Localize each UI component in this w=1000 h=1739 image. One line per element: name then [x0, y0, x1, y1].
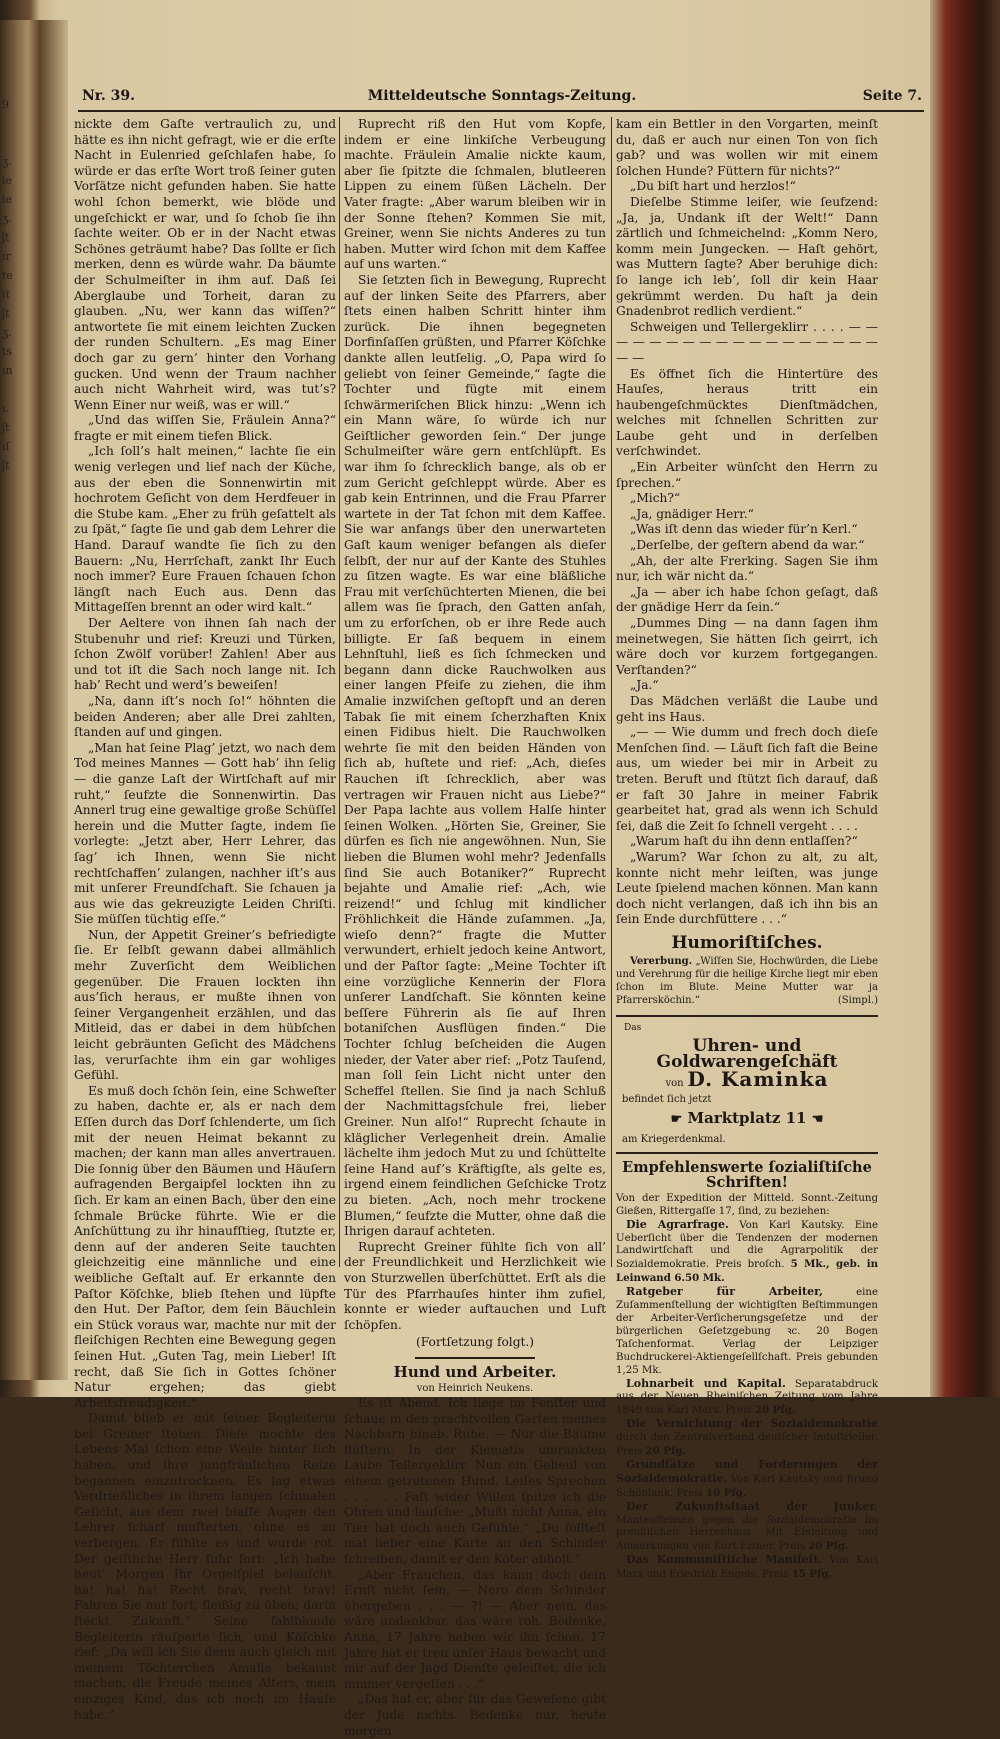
ad-address: [616, 1111, 878, 1128]
book-desc: Manteuffeleien gegen die Sozialdemokratie im preußiſchen Herrenhaus. Mit Einleitung und Anmerkungen von Kurt Eisner. Preis: [616, 1514, 878, 1553]
left-page-fragment: [2, 114, 36, 133]
book-desc: Von Karl Marx und Friedrich Engels. Preis: [616, 1555, 878, 1581]
newspaper-title: Mitteldeutsche Sonntags-Zeitung.: [367, 88, 637, 104]
left-page-fragment: ır: [2, 250, 11, 263]
books-section-title: Empfehlenswerte ſozialiſtiſche Schriften!: [616, 1152, 878, 1191]
header-rule: [78, 110, 924, 112]
paragraph: „Warum? War ſchon zu alt, zu alt, konnte nicht mehr leiſten, was junge Leute ſpielend machen können. Man kann doch nicht verlangen, daß ich ihn bis an ſein Ende durchfüttere . . .“: [616, 849, 878, 927]
book-price: 20 Pfg.: [755, 1404, 796, 1417]
paragraph: Ruprecht Greiner fühlte ſich von all’ der Freundlichkeit und Herzlichkeit wie von Sturzwellen überſchüttet. Erſt als die Tür des Pfarrhauſes hinter ihm zufiel, konnte er wieder auftauchen und Luft ſchöpfen.: [344, 1239, 606, 1332]
book-item: [616, 1378, 878, 1419]
paragraph: Der Aeltere von ihnen ſah nach der Stubenuhr und rief: Kreuzi und Türken, ſchon Zwölf vorüber! Zahlen! Aber aus und tot iſt die Sach noch lange nit. Ich hab’ Recht und werd’s beweiſen!: [74, 616, 336, 693]
book-title: Das Kommuniſtiſche Manifeſt.: [626, 1553, 823, 1567]
pointing-hand-icon: ☛: [670, 1112, 683, 1128]
book-title: Die Vernichtung der Sozialdemokratie: [626, 1417, 878, 1431]
paragraph: „Warum haſt du ihn denn entlaſſen?“: [630, 834, 858, 849]
issue-number: Nr. 39.: [82, 88, 135, 104]
book-desc: Separatabdruck aus der Neuen Rheiniſchen Zeitung vom Jahre 1849 von Karl Marx. Preis: [616, 1378, 878, 1417]
book-price: 20 Pfg.: [808, 1540, 849, 1553]
left-page-fragment: ın: [2, 364, 13, 377]
book-desc: Von Karl Kautsky. Eine Ueberſicht über die Tendenzen der modernen Landwirtſchaft und die Agrarpolitik der Sozialdemokratie. Preis broſch.: [616, 1219, 879, 1271]
paragraph: „Ein Arbeiter wünſcht den Herrn zu ſprechen.“: [616, 460, 878, 490]
book-price: 5 Mk., geb. in Leinwand 6.50 Mk.: [616, 1258, 878, 1285]
left-page-fragment: ʃt: [2, 459, 10, 472]
left-page-fragment: ts: [2, 345, 13, 358]
joke-title: Vererbung.: [630, 956, 693, 968]
paragraph: „Man hat ſeine Plag’ jetzt, wo nach dem Tod meines Mannes — Gott hab’ ihn ſelig — die ganze Laſt der Wirtſchaft auf mir ruht,“ ſeufzte die Sonnenwirtin. Das Annerl trug eine gewaltige große Schüſſel herein und die Mutter ſagte, indem ſie vorlegte: „Jetzt aber, Herr Lehrer, das ſag’ ich Ihnen, wenn Sie nicht rechtſchaffen’ zulangen, nachher iſt’s aus mit unſerer Freundſchaft. Sie ſchauen ja aus wie das gekreuzigte Leiden Chriſti. Sie müſſen tüchtig eſſe.“: [74, 740, 336, 927]
left-page-fragment: ie: [2, 193, 13, 206]
left-page-fragment: [2, 380, 36, 399]
book-item: [616, 1418, 878, 1459]
ad-owner-name: D. Kaminka: [687, 1067, 829, 1092]
left-page-fragment: ı.: [2, 402, 10, 415]
book-price: 15 Pfg.: [791, 1568, 833, 1581]
paragraph: Sie ſetzten ſich in Bewegung, Ruprecht auf der linken Seite des Pfarrers, aber ſtets einen halben Schritt hinter ihm zurück. Die ihnen begegneten Dorfinſaſſen grüßten, und Pfarrer Köſchke dankte allen leutſelig. „O, Papa wird ſo geliebt von ſeiner Gemeinde,“ ſagte die Tochter und fügte mit einem ſchwärmeriſchen Blick hinzu: „Wenn ich ein Mann wäre, ſo würde ich nur Geiſtlicher geworden ſein.“ Der junge Schulmeiſter wäre gern entſchlüpft. Es war ihm ſo ſchrecklich bange, als ob er zum Gericht geſchleppt würde. Aber es gab kein Entrinnen, und die Frau Pfarrer wartete in der Tat ſchon mit dem Kaffee. Sie war anfangs über den unerwarteten Gaſt kaum weniger befangen als dieſer ſelbſt, der nur auf der Kante des Stuhles zu ſitzen wagte. Es war eine bläßliche Frau mit verſchüchterten Mienen, die bei allem was ſie ſprach, den Gatten anſah, um zu erforſchen, ob er ihre Rede auch billigte. Er ſaß bequem in einem Lehnſtuhl, ließ es ſich ſchmecken und begann dann dicke Rauchwolken aus einer langen Pfeife zu ziehen, die ihm Amalie inzwiſchen geſtopft und an deren Tabak ſie mit einem ſcherzhaften Knix einen Fidibus hielt. Die Rauchwolken wehrte ſie mit den beiden Händen von ſich ab, huſtete und rief: „Ach, dieſes Rauchen iſt ſchrecklich, aber was vertragen wir Frauen nicht aus Liebe?“ Der Papa lachte aus vollem Halſe hinter ſeinen Wolken. „Hörten Sie, Greiner, Sie dürfen es ſich nie angewöhnen. Nun, Sie lieben die Blumen wohl mehr? Jedenfalls ſind Sie auch Botaniker?“ Ruprecht bejahte und Amalie rief: „Ach, wie reizend!“ und ſchlug mit kindlicher Fröhlichkeit die Hände zuſammen. „Ja, wieſo denn?“ fragte die Mutter verwundert, erhielt jedoch keine Antwort, und der Paſtor ſagte: „Meine Tochter iſt eine vorzügliche Kennerin der Flora unſerer Landſchaft. Sie könnten keine beſſere Führerin als ſie auf Ihren botaniſchen Ausflügen finden.“ Die Tochter ſchlug beſcheiden die Augen nieder, der Vater aber rief: „Potz Tauſend, man ſoll ſein Licht nicht unter den Scheffel ſtellen. Sie ſind ja nach Schluß der Nachmittagsſchule frei, lieber Greiner. Nun alſo!“ Ruprecht ſchaute in kläglicher Verlegenheit drein. Amalie lächelte ihm jedoch Mut zu und ſchüttelte ſeine Hand auf’s Kräftigſte, als gelte es, irgend einem feindlichen Geſchicke Trotz zu bieten. „Ach, noch mehr trockene Blumen,“ ſeufzte die Mutter, ohne daß die Ihrigen darauf achteten.: [344, 272, 606, 1239]
book-item: [616, 1459, 878, 1501]
left-page-fragment: [2, 475, 36, 494]
book-price: 20 Pfg.: [645, 1445, 686, 1458]
page-number: Seite 7.: [862, 88, 922, 104]
jeweler-advertisement: [616, 1015, 878, 1147]
paragraph: Das Mädchen verläßt die Laube und geht ins Haus.: [616, 693, 878, 724]
paragraph: Schweigen und Tellergeklirr . . . . — — — — — — — — — — — — — — — — — — — —: [616, 319, 878, 365]
left-page-text-fragments: [2, 95, 36, 1375]
paragraph: nickte dem Gaſte vertraulich zu, und hätte es ihn nicht gefragt, wie er die erſte Nacht in Eulenried geſchlafen habe, ſo würde er das erſte Wort troß ſeiner guten Vorſätze nicht gefunden haben. Sie hatte wohl ſchon bemerkt, wie blöde und ungeſchickt er war, und ſo ſchob ſie ihn ſachte weiter. Ob er in der Nacht etwas Schönes geträumt habe? Das ſollte er ſich merken, denn es würde wahr. Da bäumte der Schulmeiſter in ihm auf. Daß ſei Aberglaube und Torheit, daran zu glauben. „Nu, wer kann das wiſſen?“ antwortete ſie mit einem leichten Zucken der runden Schultern. „Es mag Einer doch gar zu gern’ hinter den Vorhang gucken. Und wenn der Traum nachher auch nicht Wahrheit wird, was tut’s? Wenn Einer nur weiß, was er will.“: [74, 117, 336, 412]
paragraph: „Ich ſoll’s halt meinen,“ lachte ſie ein wenig verlegen und lief nach der Küche, aus der eben die Sonnenwirtin mit hochrotem Geſicht von dem Herdfeuer in die Stube kam. „Eher zu früh geſattelt als zu ſpät,“ ſagte ſie und gab dem Lehrer die Hand. Darauf wandte ſie ſich zu den Bauern: „Nu, Herrſchaft, zankt Ihr Euch noch immer? Eure Frauen ſchauen ſchon längſt nach Euch aus. Denn das Mittageſſen brennt an oder wird kalt.“: [74, 444, 336, 615]
paragraph: Es öffnet ſich die Hintertüre des Hauſes, heraus tritt ein haubengeſchmücktes Dienſtmädchen, welches mit ſchnellen Schritten zur Laube geht und in derſelben verſchwindet.: [616, 366, 878, 459]
newspaper-page: [68, 60, 930, 1738]
paragraph: Dieſelbe Stimme leiſer, wie ſeufzend: „Ja, ja, Undank iſt der Welt!“ Dann zärtlich und ſchmeichelnd: „Komm Nero, komm mein Jungecken. — Haſt gehört, was Muttern ſagte? Aber beruhige dich: ſo lange ich leb’, ſoll dir kein Haar gekrümmt werden. Du haſt ja dein Gnadenbrot redlich verdient.“: [616, 194, 878, 319]
paragraph: Es muß doch ſchön ſein, eine Schweſter zu haben, dachte er, als er nach dem Eſſen durch das Dorf ſchlenderte, um ſich mit der neuen Heimat bekannt zu machen; der kann man alles anvertrauen. Die ſonnig über den Bäumen und Häuſern aufragenden Bergaipfel lockten ihn zu ſich. Er kam an einen Bach, über den eine ſchmale Brücke führte. Wie er die Anſchüttung zu ihr hinaufſtieg, ſtutzte er, denn auf der anderen Seite tauchten gleichzeitig eine männliche und eine weibliche Geſtalt auf. Er erkannte den Paſtor Köſchke, blieb ſtehen und lüpfte den Hut. Der Paſtor, dem ſein Bäuchlein ein Stück voraus war, machte nur mit der fleiſchigen Rechten eine Bewegung gegen ſeinen Hut. „Guten Tag, mein Lieber! Iſt recht, daß Sie ſich in Gottes ſchöner Natur ergehen; das giebt Arbeitsfreudigkeit.“: [74, 1083, 336, 1410]
book-desc: eine Zuſammenſtellung der wichtigſten Beſtimmungen der Arbeiter-Verſicherungsgeſetze und der bürgerlichen Geſetzgebung ꝛc. 20 Bogen Taſchenformat. Verlag der Leipziger Buchdruckerei-Aktiengeſellſchaft. Preis gebunden 1,25 Mk.: [616, 1287, 878, 1376]
section-rule: [415, 1357, 535, 1359]
book-title: Lohnarbeit und Kapital.: [626, 1376, 786, 1390]
book-gutter: [40, 20, 68, 1380]
humor-section-title: Humoriſtiſches.: [671, 932, 823, 953]
left-page-fragment: [2, 494, 36, 513]
left-page-fragment: te: [2, 269, 13, 282]
column-divider: [339, 117, 340, 1267]
joke-source: (Simpl.): [837, 995, 878, 1007]
book-title: Ratgeber für Arbeiter,: [626, 1285, 823, 1299]
book-desc: Von Karl Kautsky und Bruno Schönlank. Preis: [616, 1473, 878, 1499]
book-title: Der Zukunftsſtaat der Junker.: [626, 1499, 878, 1513]
continuation-note: (Fortſetzung folgt.): [415, 1335, 535, 1350]
paragraph: Damit blieb er mit ſeiner Begleiterin bei Greiner ſtehen. Dieſe mochte des Lebens Mai ſchon eine Weile hinter ſich haben, und ihre jungfräulichen Reize begannen einzutrocknen. Es lag etwas Verdrießliches in ihrem langen ſchmalen Geſicht, aus dem zwei blaſſe Augen den Lehrer ſcharf muſterten, ohne es zu verbergen. Er fühlte es und wurde rot. Der geiſtliche Herr fuhr fort: „Ich habe heut’ Morgen Ihr Orgelſpiel belauſcht, ha! ha! ha! Recht brav, recht brav! Fahren Sie nur fort, fleißig zu üben; darin ſteckt Zukunft.“ Seine fahlblonde Begleiterin räuſperte ſich, und Köſchke rief: „Da will ich Sie denn auch gleich mit meinem Töchterchen Amalie bekannt machen, die Freude meines Alters, mein einziges Kind, das ich noch im Hauſe habe.“: [74, 1411, 336, 1722]
book-item: [616, 1501, 878, 1555]
paragraph: „Ah, der alte Frerking. Sagen Sie ihm nur, ich wär nicht da.“: [616, 553, 878, 584]
ad-location-note: befindet ſich jetzt: [622, 1093, 712, 1105]
story-author: von Heinrich Neukens.: [416, 1382, 534, 1394]
left-page-fragment: ʒ.: [2, 326, 12, 339]
book-item: [616, 1286, 878, 1377]
pointing-hand-icon: ☚: [811, 1112, 824, 1128]
left-page-fragment: ie: [2, 174, 13, 187]
joke-text: „Wiſſen Sie, Hochwürden, die Liebe und Verehrung für die heilige Kirche liegt mir eben ſchon im Blute. Meine Mutter war ja Pfarrersköchin.“: [616, 956, 878, 1007]
paragraph: „Dummes Ding — na dann ſagen ihm meinetwegen, Sie hätten ſich geirrt, ich wäre doch vor kurzem fortgegangen. Verſtanden?“: [616, 616, 878, 677]
paragraph: Nun, der Appetit Greiner’s befriedigte ſie. Er ſelbſt gewann dabei allmählich mehr Zuverſicht dem Weiblichen gegenüber. Die Frauen lockten ihn aus’ſich heraus, er mußte ihnen von ſeiner Vergangenheit erzählen, und das Mitleid, das er dabei in dem hübſchen leicht gebräunten Geſicht des Mädchens las, verurſachte ihm ein gar wohliges Gefühl.: [74, 927, 336, 1083]
book-desc: durch den Zentralverband deutſcher Induſtrieller. Preis: [616, 1432, 878, 1458]
ad-landmark: am Kriegerdenkmal.: [622, 1134, 726, 1146]
page-header: [82, 88, 922, 110]
book-spine: [930, 0, 1000, 1397]
left-page-fragment: [2, 532, 36, 551]
left-page-fragment: ʃt: [2, 421, 10, 434]
paragraph: „Du biſt hart und herzlos!“: [630, 179, 796, 194]
paragraph: „Ja.“: [630, 678, 659, 693]
left-page-fragment: [2, 551, 36, 570]
left-page-fragment: ıſ: [2, 440, 10, 453]
paragraph: „Ja — aber ich habe ſchon geſagt, daß der gnädige Herr da ſein.“: [616, 584, 878, 615]
column-2: [344, 117, 606, 1739]
humor-joke: [616, 955, 878, 1007]
paragraph: Ruprecht riß den Hut vom Kopfe, indem er eine linkiſche Verbeugung machte. Fräulein Amalie nickte kaum, aber ſie ſpitzte die ſchmalen, blutleeren Lippen zu einem ſüßen Lächeln. Der Vater fragte: „Aber warum bleiben wir in der Sonne ſtehen? Kommen Sie mit, Greiner, wenn Sie nichts Anderes zu tun haben. Mutter wird ſchon mit dem Kaffee auf uns warten.“: [344, 117, 606, 272]
paragraph: „— — Wie dumm und frech doch dieſe Menſchen ſind. — Läuft ſich faſt die Beine aus, um wieder bei mir in Arbeit zu treten. Beruft und ſtützt ſich darauf, daß er faſt 30 Jahre in meiner Fabrik gearbeitet hat, grad als wenn ich Schuld ſei, daß die Zeit ſo ſchnell vergeht . . . .: [616, 725, 878, 833]
left-page-fragment: ʒ.: [2, 212, 12, 225]
book-item: [616, 1554, 878, 1582]
column-divider: [611, 117, 612, 1267]
paragraph: „Und das wiſſen Sie, Fräulein Anna?“ fragte er mit einem tiefen Blick.: [74, 413, 336, 443]
paragraph: „Was iſt denn das wieder für’n Kerl.“: [630, 522, 858, 537]
left-page-fragment: ʒ.: [2, 155, 12, 168]
paragraph: kam ein Bettler in den Vorgarten, meinſt du, daß er auch nur einen Ton von ſich gab? und was wollen wir mit einem ſolchen Hunde? Füttern für nichts?“: [616, 117, 878, 178]
left-page-fragment: ʃt: [2, 231, 10, 244]
column-1: [74, 117, 336, 1723]
paragraph: „Derſelbe, der geſtern abend da war.“: [630, 538, 865, 553]
book-price: 10 Pfg.: [705, 1486, 747, 1499]
ad-owner: [616, 1067, 878, 1092]
left-page-fragment: it: [2, 288, 10, 301]
left-page-fragment: 9: [2, 98, 9, 111]
book-list: [616, 1193, 878, 1582]
column-3: [616, 117, 878, 1582]
left-page-fragment: ʃt: [2, 307, 10, 320]
left-page-fragment: [2, 133, 36, 152]
story-title: Hund und Arbeiter.: [393, 1362, 557, 1381]
left-page-fragment: [2, 513, 36, 532]
paragraph: „Na, dann iſt’s noch ſo!“ höhnten die beiden Anderen; aber alle Drei zahlten, ſtanden auf und gingen.: [74, 693, 336, 740]
ad-title: Uhren- und Goldwarengeſchäft: [656, 1036, 838, 1072]
ad-address-text: Marktplatz 11: [687, 1109, 807, 1128]
book-title: Grundſätze und Forderungen der Sozialdemokratie.: [616, 1457, 878, 1485]
books-intro: Von der Expedition der Mitteld. Sonnt.-Zeitung Gießen, Rittergaſſe 17, ſind, zu beziehen:: [616, 1192, 878, 1217]
paragraph: „Das hat er, aber für das Geweſene gibt der Jude nichts. Bedenke nur, heute morgen: [344, 1692, 606, 1738]
book-item: [616, 1219, 878, 1287]
ad-intro: Das: [624, 1023, 642, 1034]
paragraph: „Aber Frauchen, das kann doch dein Ernſt nicht ſein, — Nero dem Schinder übergeben . . . — ?! — Aber nein, das wäre undankbar, das wäre roh. Bedenke, Anna, 17 Jahre haben wir ihn ſchon, 17 Jahre hat er treu unſer Haus bewacht und mir auf der Jagd Dienſte geleiſtet, die ich nimmer vergeſſen . . .“: [344, 1567, 606, 1691]
paragraph: „Mich?“: [630, 491, 681, 506]
paragraph: Es iſt Abend. Ich liege im Fenſter und ſchaue in den prachtvollen Garten meines Nachbarn hinab. Ruhe. — Nur die Bäume flüſtern. In der Klematis umrankten Laube Tellergeklirr. Nun ein Geheul von einem getretenen Hund. Leiſes Sprechen . . . . . . Faſt wider Willen ſpitze ich die Ohren und lauſche: „Mußt nicht Anna, ein Tier hat doch auch Gefühle.“ „Du ſollteſt mal lieber eine Karte an den Schinder ſchreiben, damit er den Köter abholt.“: [344, 1396, 606, 1567]
paragraph: „Ja, gnädiger Herr.“: [630, 506, 754, 521]
ad-von: von: [665, 1078, 684, 1090]
book-title: Die Agrarfrage.: [626, 1217, 729, 1231]
